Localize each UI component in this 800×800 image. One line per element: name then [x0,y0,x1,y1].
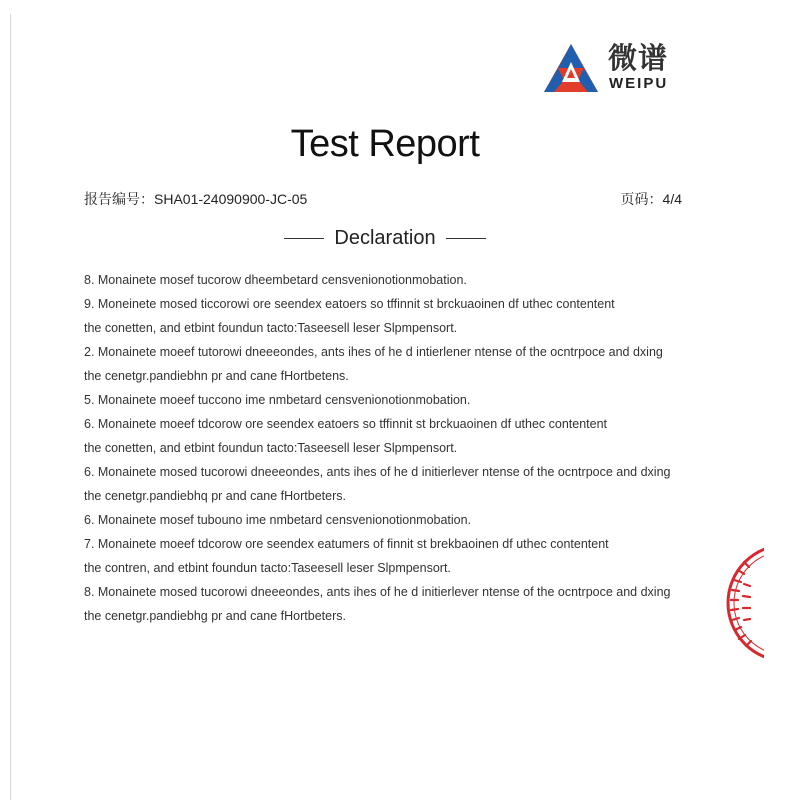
body-line: the cenetgr.pandiebhn pr and cane fHortbetens. [84,369,349,383]
body-line: the conetten, and etbint foundun tacto:Taseesell leser Slpmpensort. [84,321,458,335]
body-line: the conetten, and etbint foundun tacto:Taseesell leser Slpmpensort. [84,441,458,455]
body-line: 5. Monainete moeef tuccono ime nmbetard censvenionotionmobation. [84,393,471,407]
body-line: 6. Monainete mosef tubouno ime nmbetard censvenionotionmobation. [84,513,472,527]
body-line: the cenetgr.pandiebhg pr and cane fHortbeters. [84,609,346,623]
weipu-logo-icon [542,42,600,96]
report-number: 报告编号：SHA01-24090900-JC-05 [84,191,308,207]
section-heading [0,226,770,250]
page-number: 页码：4/4 [620,191,682,207]
declaration-body [84,268,704,628]
logo-english-text: WEIPU [609,75,669,92]
heading-dash-right [446,238,486,239]
heading-dash-left [284,238,324,239]
body-line: the cenetgr.pandiebhq pr and cane fHortbeters. [84,489,346,503]
body-line: 2. Monainete moeef tutorowi dneeeondes, ants ihes of he d intierlener ntense of the ocntrpoce and dxing [84,345,663,359]
logo-chinese-text: 微谱 [608,41,669,75]
body-line: 6. Monainete mosed tucorowi dneeeondes, ants ihes of he d initierlever ntense of the ocntrpoce and dxing [84,465,671,479]
body-line: the contren, and etbint foundun tacto:Taseesell leser Slpmpensort. [84,561,451,575]
body-line: 8. Monainete mosef tucorow dheembetard censvenionotionmobation. [84,273,467,287]
company-logo [542,38,692,98]
red-seal-stamp-icon [724,540,764,666]
body-line: 9. Moneinete mosed ticcorowi ore seendex eatoers so tffinnit st brckuaoinen df uthec contentent [84,297,615,311]
section-title: Declaration [334,227,436,249]
report-title: Test Report [290,123,480,165]
body-line: 8. Monainete mosed tucorowi dneeeondes, ants ihes of he d initierlever ntense of the ocntrpoce and dxing [84,585,671,599]
body-line: 6. Monainete moeef tdcorow ore seendex eatoers so tffinnit st brckuaoinen df uthec contentent [84,417,608,431]
body-line: 7. Monainete moeef tdcorow ore seendex eatumers of finnit st brekbaoinen df uthec contentent [84,537,609,551]
